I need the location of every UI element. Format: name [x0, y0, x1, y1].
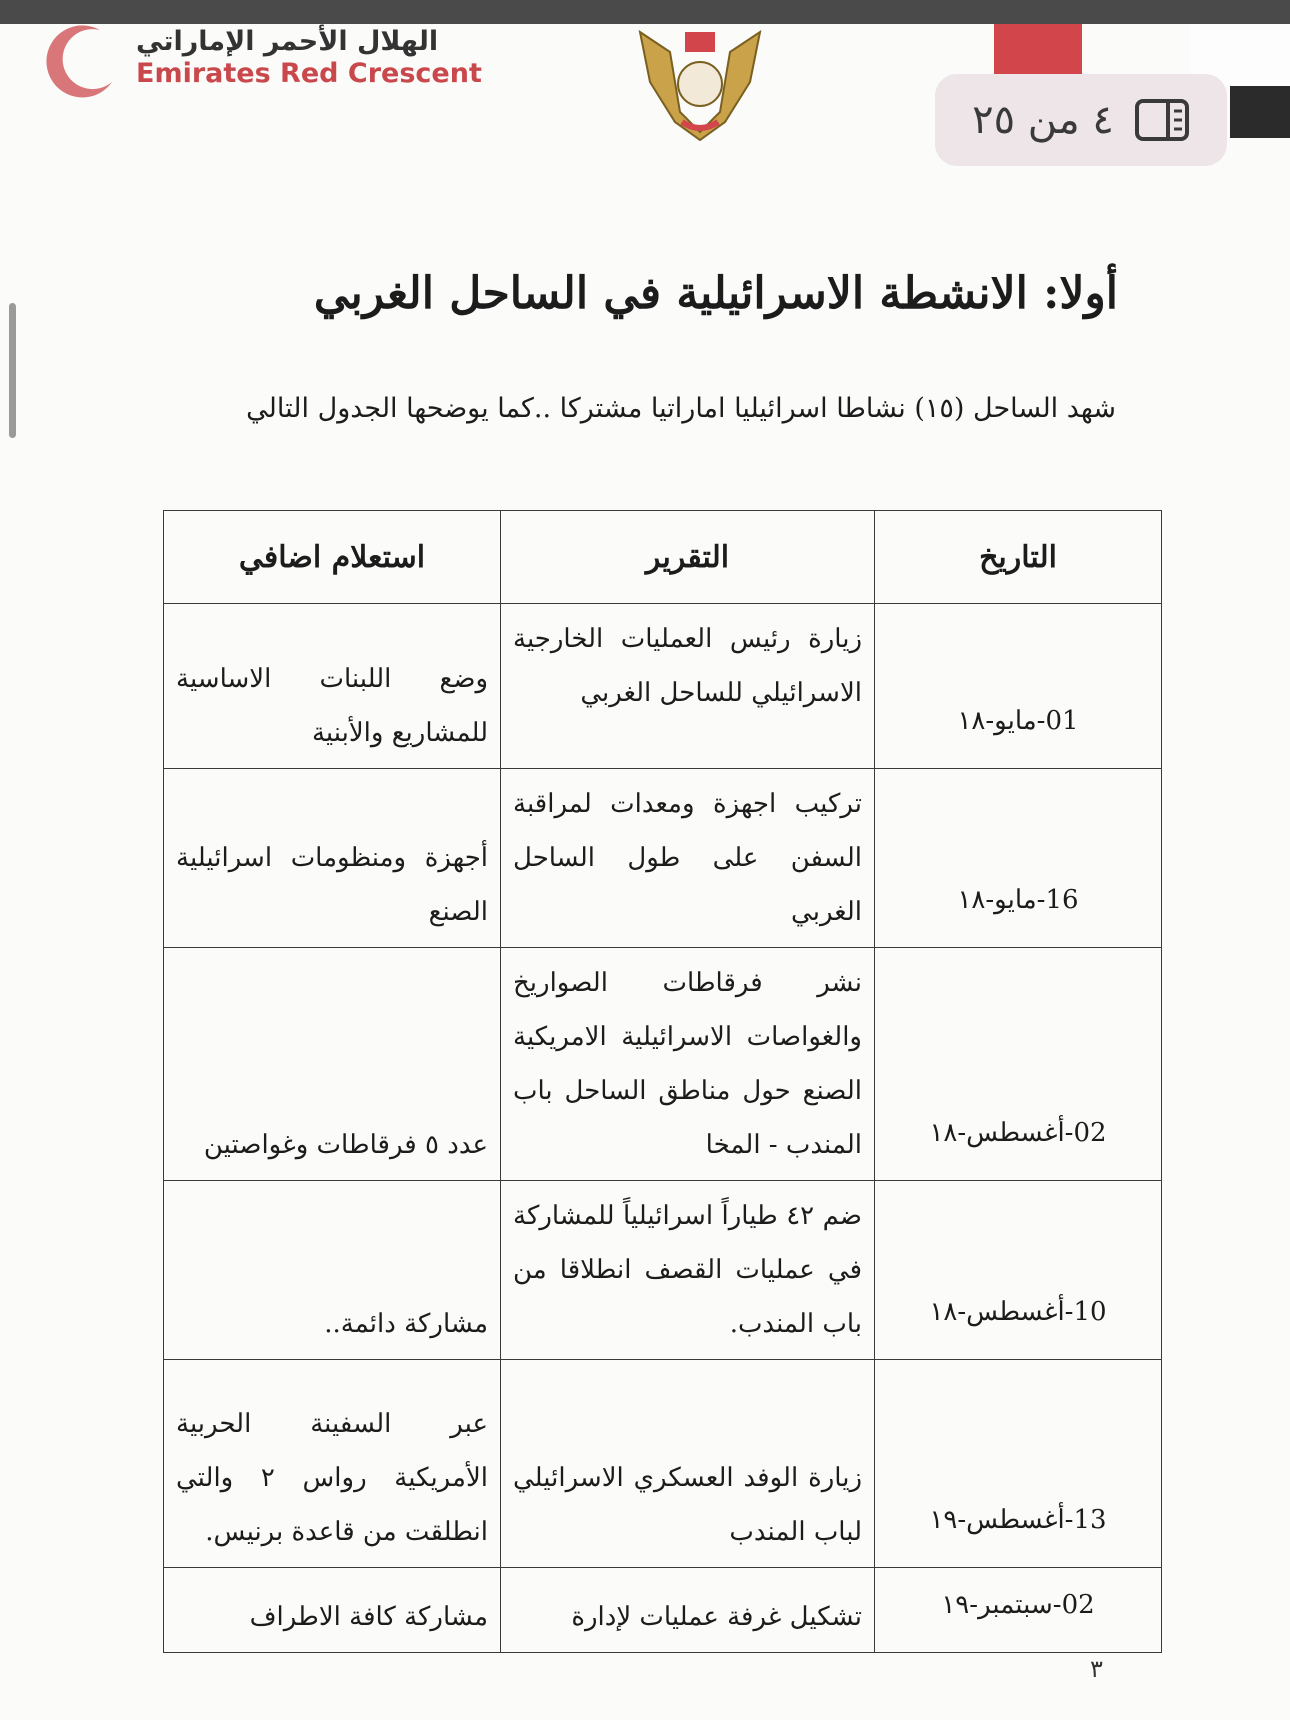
table-header-row	[164, 511, 1162, 604]
page-indicator-text: ٤ من ٢٥	[972, 97, 1114, 143]
header-inquiry: استعلام اضافي	[164, 511, 501, 604]
cell-report: نشر فرقاطات الصواريخ والغواصات الاسرائيلية الامريكية الصنع حول مناطق الساحل باب المندب - المخا	[501, 948, 875, 1181]
activities-table	[163, 510, 1162, 1653]
flag-black-band	[1230, 86, 1290, 138]
cell-report: زيارة رئيس العمليات الخارجية الاسرائيلي للساحل الغربي	[501, 604, 875, 769]
cell-date: 01-مايو-١٨	[875, 604, 1162, 769]
scroll-indicator[interactable]	[9, 303, 16, 438]
cell-inquiry: أجهزة ومنظومات اسرائيلية الصنع	[164, 769, 501, 948]
cell-inquiry: وضع اللبنات الاساسية للمشاريع والأبنية	[164, 604, 501, 769]
table-row	[164, 948, 1162, 1181]
org-name-english: Emirates Red Crescent	[136, 58, 482, 89]
cell-date: 13-أغسطس-١٩	[875, 1360, 1162, 1568]
org-logo	[40, 22, 482, 112]
flag-red-band	[994, 24, 1082, 74]
cell-inquiry: مشاركة دائمة..	[164, 1181, 501, 1360]
sidebar-toggle-icon[interactable]	[1134, 98, 1190, 142]
intro-paragraph: شهد الساحل (١٥) نشاطا اسرائيليا اماراتيا مشتركا ..كما يوضحها الجدول التالي	[246, 393, 1116, 424]
red-crescent-icon	[40, 22, 120, 102]
org-name-arabic: الهلال الأحمر الإماراتي	[136, 26, 439, 57]
table-row	[164, 769, 1162, 948]
cell-report: ضم ٤٢ طياراً اسرائيلياً للمشاركة في عمليات القصف انطلاقا من باب المندب.	[501, 1181, 875, 1360]
table-row	[164, 1568, 1162, 1653]
table-row	[164, 1360, 1162, 1568]
top-status-bar	[0, 0, 1290, 24]
page-number: ٣	[1090, 1655, 1103, 1683]
uae-emblem-icon	[630, 22, 770, 142]
header-report: التقرير	[501, 511, 875, 604]
cell-date: 10-أغسطس-١٨	[875, 1181, 1162, 1360]
cell-inquiry: عبر السفينة الحربية الأمريكية رواس ٢ والتي انطلقت من قاعدة برنيس.	[164, 1360, 501, 1568]
cell-report: زيارة الوفد العسكري الاسرائيلي لباب المندب	[501, 1360, 875, 1568]
page-indicator[interactable]	[935, 74, 1227, 166]
cell-report: تشكيل غرفة عمليات لإدارة	[501, 1568, 875, 1653]
cell-report: تركيب اجهزة ومعدات لمراقبة السفن على طول الساحل الغربي	[501, 769, 875, 948]
cell-inquiry: عدد ٥ فرقاطات وغواصتين	[164, 948, 501, 1181]
cell-date: 02-أغسطس-١٨	[875, 948, 1162, 1181]
table-row	[164, 1181, 1162, 1360]
page-title: أولا: الانشطة الاسرائيلية في الساحل الغربي	[313, 268, 1118, 319]
cell-date: 16-مايو-١٨	[875, 769, 1162, 948]
cell-inquiry: مشاركة كافة الاطراف	[164, 1568, 501, 1653]
cell-date: 02-سبتمبر-١٩	[875, 1568, 1162, 1653]
table-row	[164, 604, 1162, 769]
header-date: التاريخ	[875, 511, 1162, 604]
